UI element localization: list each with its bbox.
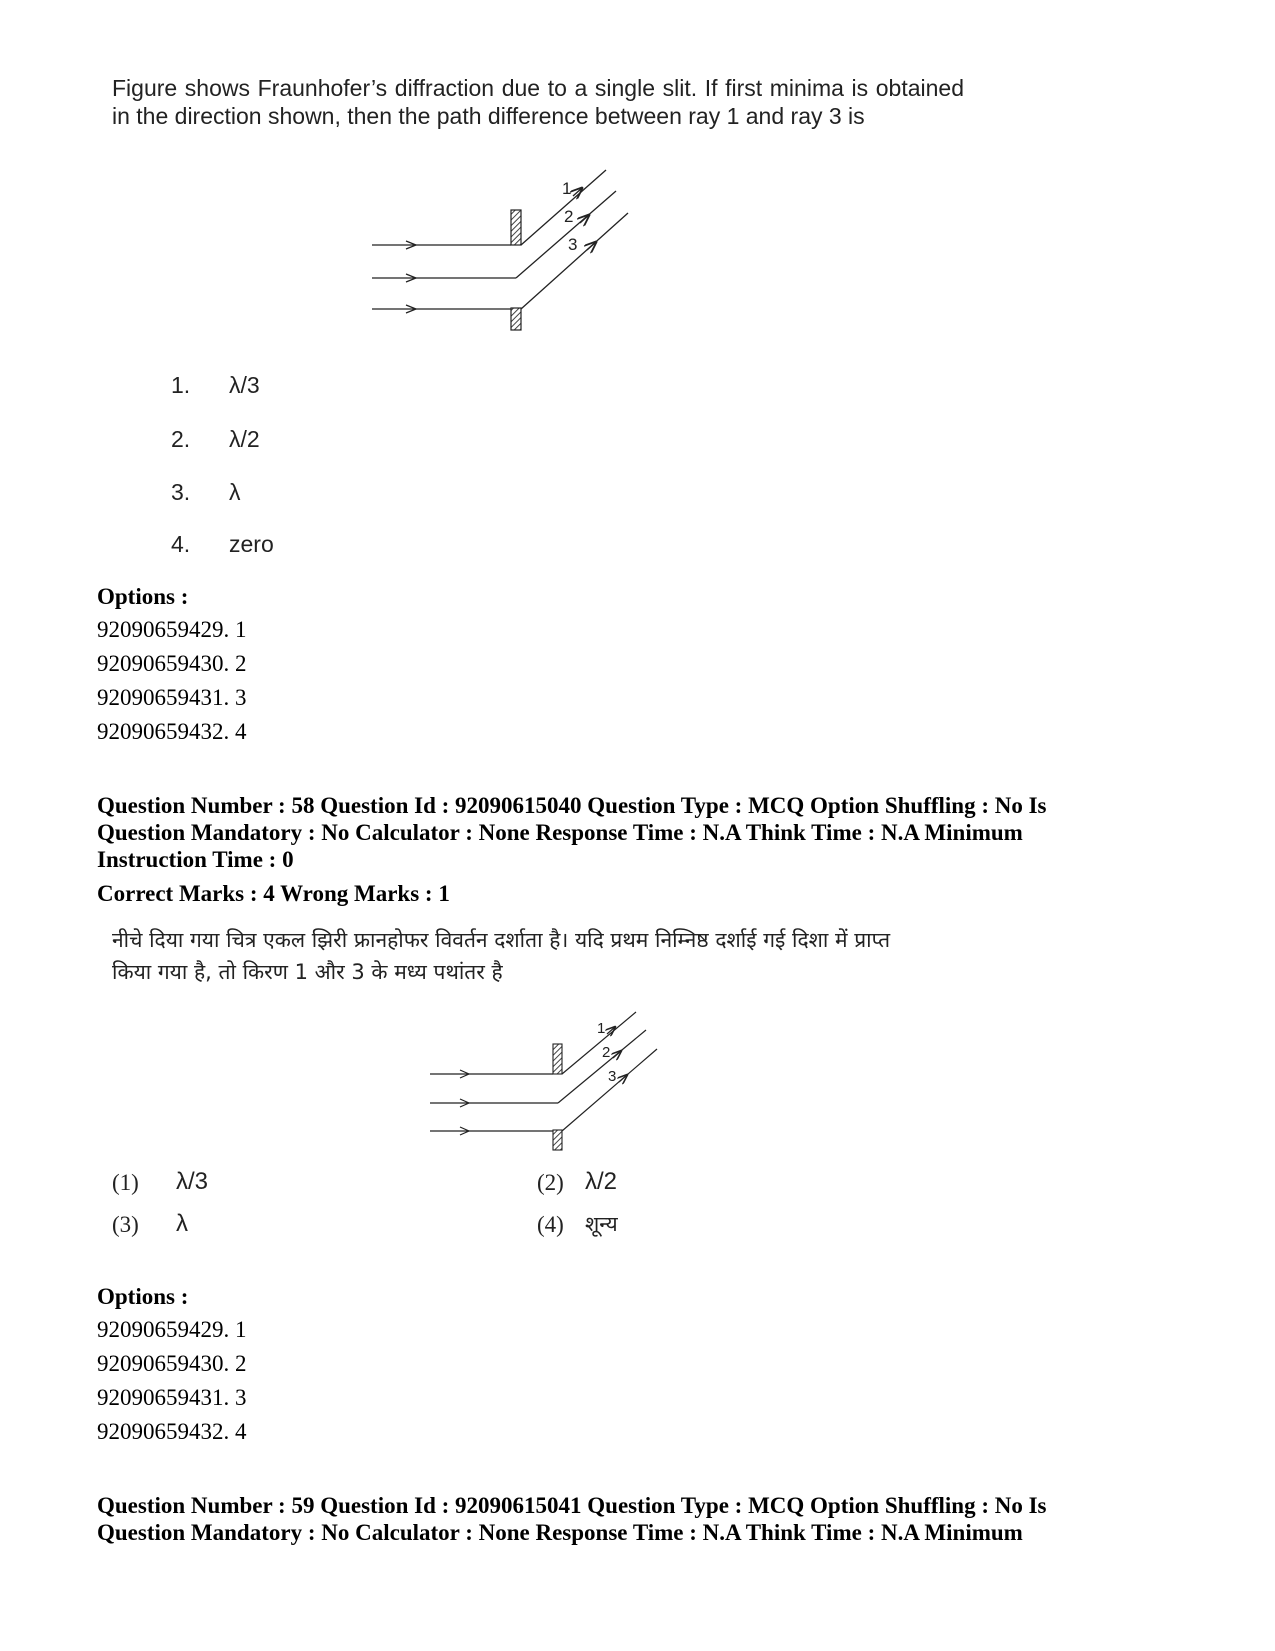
ray-label-2: 2: [564, 207, 574, 226]
options-heading: Options :: [97, 1284, 189, 1309]
choice-number: 3.: [171, 479, 191, 505]
option-id: 92090659431. 3: [97, 1385, 247, 1410]
choice-value: शून्य: [585, 1212, 618, 1236]
question-57-text: Figure shows Fraunhofer’s diffraction due to a single slit. If first minima is obtained in the direction shown, then the path difference between ray 1 and ray 3 is: [112, 75, 964, 129]
question-58-marks: Correct Marks : 4 Wrong Marks : 1: [97, 881, 450, 906]
slit-barrier-bottom: [553, 1130, 562, 1150]
slit-barrier-top: [511, 210, 521, 245]
question-59-meta-line1: Question Number : 59 Question Id : 92090615041 Question Type : MCQ Option Shuffling : No Is: [97, 1493, 1047, 1518]
choice-value: λ: [176, 1210, 188, 1237]
option-id: 92090659429. 1: [97, 617, 247, 642]
diffracted-ray-2: [516, 191, 616, 278]
option-id: 92090659431. 3: [97, 685, 247, 710]
ray-label-2: 2: [602, 1044, 611, 1061]
question-58-meta-line3: Instruction Time : 0: [97, 847, 294, 872]
option-id: 92090659430. 2: [97, 651, 247, 676]
choice-value: λ/2: [585, 1168, 618, 1195]
choice-number: (3): [112, 1212, 139, 1237]
ray-label-3: 3: [608, 1068, 617, 1085]
option-id: 92090659432. 4: [97, 1419, 247, 1444]
option-id: 92090659429. 1: [97, 1317, 247, 1342]
slit-barrier-top: [553, 1044, 562, 1074]
diffraction-figure-1: [370, 168, 640, 343]
choice-number: (1): [112, 1170, 139, 1195]
ray-label-1: 1: [562, 179, 572, 198]
options-heading: Options :: [97, 584, 189, 609]
choice-value: λ/2: [229, 426, 260, 452]
slit-barrier-bottom: [511, 308, 521, 330]
choice-number: 2.: [171, 426, 191, 452]
question-58-meta-line2: Question Mandatory : No Calculator : None Response Time : N.A Think Time : N.A Minimum: [97, 820, 1023, 845]
ray-label-1: 1: [597, 1020, 606, 1037]
question-58-hindi-line1: नीचे दिया गया चित्र एकल झिरी फ्रानहोफर विवर्तन दर्शाता है। यदि प्रथम निम्निष्ठ दर्शाई गई दिशा में प्राप्त: [112, 928, 891, 952]
question-58-meta-line1: Question Number : 58 Question Id : 92090615040 Question Type : MCQ Option Shuffling : No Is: [97, 793, 1047, 818]
choice-value: zero: [229, 531, 274, 557]
option-id: 92090659432. 4: [97, 719, 247, 744]
choice-number: (2): [537, 1170, 564, 1195]
ray-2-arrow: [613, 1051, 621, 1058]
choice-number: 4.: [171, 531, 191, 557]
question-58-hindi-line2: किया गया है, तो किरण 1 और 3 के मध्य पथांतर है: [112, 960, 503, 984]
ray-label-3: 3: [568, 235, 578, 254]
ray-3-arrow: [587, 242, 596, 250]
choice-value: λ: [229, 479, 241, 505]
choice-value: λ/3: [176, 1168, 209, 1195]
ray-2-arrow: [580, 215, 589, 223]
choice-number: (4): [537, 1212, 564, 1237]
option-id: 92090659430. 2: [97, 1351, 247, 1376]
ray-3-arrow: [619, 1075, 627, 1082]
question-59-meta-line2: Question Mandatory : No Calculator : None Response Time : N.A Think Time : N.A Minimum: [97, 1520, 1023, 1545]
choice-value: λ/3: [229, 372, 260, 398]
choice-number: 1.: [171, 372, 191, 398]
diffraction-figure-2: [428, 1010, 668, 1160]
